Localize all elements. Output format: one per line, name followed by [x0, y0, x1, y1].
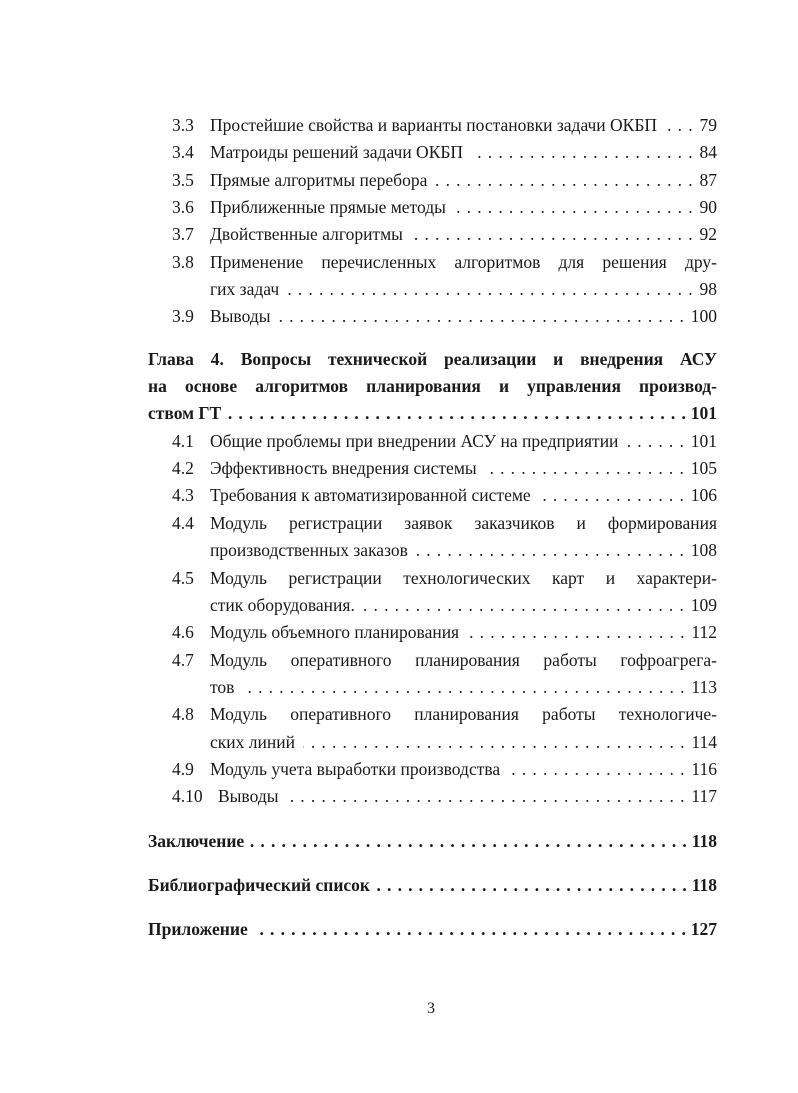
section-title-text: Требования к автоматизированной системе	[210, 485, 531, 506]
dot-leader	[286, 783, 685, 810]
section-number: 4.5	[172, 567, 194, 588]
section-title-line	[210, 729, 717, 756]
section-title-text: Модуль учета выработки производства	[210, 758, 501, 779]
section-title-text: Модуль регистрации технологических карт и характери-	[210, 567, 717, 588]
dot-leader	[467, 619, 685, 646]
section-title-text: Матроиды решений задачи ОКБП	[210, 142, 464, 163]
section-number: 3.9	[172, 306, 194, 327]
dot-leader	[363, 592, 685, 619]
section-title-line	[210, 249, 717, 276]
spacer	[0, 855, 798, 872]
section-title-line	[210, 701, 717, 728]
dot-leader	[254, 916, 687, 943]
section-title-line	[210, 455, 717, 482]
section-number: 3.8	[172, 251, 194, 272]
section-title-line	[210, 167, 717, 194]
table-of-contents	[0, 112, 798, 944]
dot-leader	[508, 756, 685, 783]
page-ref: 108	[690, 540, 717, 561]
section-number: 3.6	[172, 197, 194, 218]
toc-entry[interactable]	[0, 537, 798, 564]
toc-entry-line[interactable]	[0, 701, 798, 728]
section-title-text: тов	[210, 676, 235, 697]
toc-entry[interactable]	[0, 482, 798, 509]
toc-entry[interactable]	[0, 221, 798, 248]
page-ref: 98	[699, 279, 717, 300]
section-title-line	[210, 276, 717, 303]
section-title-line	[210, 428, 717, 455]
chapter-title-line	[148, 872, 717, 899]
chapter-heading-entry[interactable]	[0, 400, 798, 427]
toc-entry[interactable]	[0, 428, 798, 455]
toc-entry[interactable]	[0, 139, 798, 166]
chapter-heading-line[interactable]	[0, 346, 798, 373]
page-ref: 79	[699, 115, 717, 135]
dot-leader	[303, 729, 685, 756]
section-title-text: Приближенные прямые методы	[210, 197, 446, 218]
dot-leader	[242, 674, 685, 701]
section-title-line	[210, 619, 717, 646]
page-ref: 100	[690, 306, 717, 327]
dot-leader	[626, 428, 684, 455]
section-number: 4.7	[172, 649, 194, 670]
toc-entry[interactable]	[0, 167, 798, 194]
section-title-line	[210, 647, 717, 674]
chapter-title-text: Глава 4. Вопросы технической реализации и внедрения АСУ	[148, 348, 717, 369]
toc-entry-line[interactable]	[0, 249, 798, 276]
toc-chapter-entry[interactable]	[0, 828, 798, 855]
section-number: 3.7	[172, 224, 194, 245]
section-title-line	[210, 303, 717, 330]
chapter-title-text: ством ГТ	[148, 403, 222, 424]
page-ref: 84	[699, 142, 717, 163]
toc-entry[interactable]	[0, 756, 798, 783]
section-number: 4.3	[172, 485, 194, 506]
section-number: 3.4	[172, 142, 194, 163]
page-ref: 118	[691, 830, 717, 851]
chapter-title-line	[148, 373, 717, 400]
toc-entry[interactable]	[0, 592, 798, 619]
page-ref: 92	[699, 224, 717, 245]
spacer	[0, 331, 798, 346]
section-title-text: Эффективность внедрения системы	[210, 458, 477, 479]
section-title-text: Модуль оперативного планирования работы гофроагрега-	[210, 649, 717, 670]
section-title-text: гих задач	[210, 279, 280, 300]
chapter-heading-line[interactable]	[0, 373, 798, 400]
chapter-title-line	[148, 916, 717, 943]
section-number: 4.6	[172, 622, 194, 643]
spacer	[0, 899, 798, 916]
page-number: 3	[427, 1000, 435, 1017]
section-title-text: Выводы	[218, 786, 279, 807]
chapter-title-line	[148, 828, 717, 855]
toc-entry[interactable]	[0, 112, 798, 139]
dot-leader	[665, 112, 693, 139]
page-ref: 101	[690, 430, 717, 451]
section-number: 4.1	[172, 430, 194, 451]
dot-leader	[227, 400, 687, 427]
section-title-text: Применение перечисленных алгоритмов для решения дру-	[210, 251, 717, 272]
page-ref: 116	[691, 758, 717, 779]
page-ref: 90	[699, 197, 717, 218]
section-number: 4.2	[172, 458, 194, 479]
section-title-line	[218, 783, 717, 810]
section-number: 4.8	[172, 704, 194, 725]
section-title-line	[210, 194, 717, 221]
section-title-text: Модуль оперативного планирования работы технологиче-	[210, 704, 717, 725]
chapter-title-line	[148, 400, 717, 427]
page-ref: 118	[691, 874, 717, 895]
section-number: 3.3	[172, 115, 194, 135]
section-title-line	[210, 565, 717, 592]
section-title-text: Модуль регистрации заявок заказчиков и формирования	[210, 512, 717, 533]
section-title-text: ских линий	[210, 731, 295, 752]
toc-chapter-entry[interactable]	[0, 916, 798, 943]
toc-entry[interactable]	[0, 729, 798, 756]
section-title-line	[210, 112, 717, 139]
toc-entry[interactable]	[0, 303, 798, 330]
chapter-title-text: Библиографический список	[148, 874, 371, 895]
section-title-line	[210, 221, 717, 248]
section-title-line	[210, 756, 717, 783]
dot-leader	[485, 455, 685, 482]
spacer	[0, 811, 798, 828]
dot-leader	[250, 828, 688, 855]
chapter-title-line	[148, 346, 717, 373]
page-ref: 114	[691, 731, 717, 752]
dot-leader	[471, 139, 693, 166]
chapter-title-text: Заключение	[148, 830, 245, 851]
section-title-text: производственных заказов	[210, 540, 408, 561]
section-number: 4.4	[172, 512, 194, 533]
toc-entry[interactable]	[0, 783, 798, 810]
section-title-line	[210, 537, 717, 564]
section-number: 4.9	[172, 758, 194, 779]
toc-entry-line[interactable]	[0, 510, 798, 537]
section-title-text: Общие проблемы при внедрении АСУ на предприятии	[210, 430, 619, 451]
section-title-text: Двойственные алгоритмы	[210, 224, 403, 245]
page-ref: 101	[690, 403, 717, 424]
dot-leader	[278, 303, 684, 330]
section-title-line	[210, 674, 717, 701]
dot-leader	[287, 276, 693, 303]
page-ref: 106	[690, 485, 717, 506]
chapter-title-text: на основе алгоритмов планирования и управления производ-	[148, 376, 717, 397]
page-ref: 105	[690, 458, 717, 479]
section-title-line	[210, 592, 717, 619]
section-title-text: Модуль объемного планирования	[210, 622, 460, 643]
toc-entry[interactable]	[0, 674, 798, 701]
chapter-title-text: Приложение	[148, 919, 248, 940]
page-ref: 117	[691, 786, 717, 807]
toc-entry-line[interactable]	[0, 565, 798, 592]
section-title-text: Простейшие свойства и варианты постановки задачи ОКБП	[210, 115, 658, 135]
dot-leader	[376, 872, 688, 899]
section-number: 3.5	[172, 169, 194, 190]
toc-entry[interactable]	[0, 276, 798, 303]
dot-leader	[539, 482, 685, 509]
dot-leader	[416, 537, 685, 564]
section-title-text: Прямые алгоритмы перебора	[210, 169, 428, 190]
page-ref: 127	[690, 919, 717, 940]
toc-entry[interactable]	[0, 455, 798, 482]
dot-leader	[435, 167, 693, 194]
dot-leader	[411, 221, 694, 248]
toc-entry[interactable]	[0, 619, 798, 646]
page-ref: 87	[699, 169, 717, 190]
section-title-text: стик оборудования.	[210, 594, 355, 615]
page-ref: 109	[690, 594, 717, 615]
page-ref: 112	[691, 622, 717, 643]
toc-chapter-entry[interactable]	[0, 872, 798, 899]
toc-entry[interactable]	[0, 194, 798, 221]
section-number: 4.10	[172, 786, 203, 807]
toc-entry-line[interactable]	[0, 647, 798, 674]
section-title-line	[210, 510, 717, 537]
section-title-line	[210, 482, 717, 509]
page-ref: 113	[691, 676, 717, 697]
section-title-line	[210, 139, 717, 166]
section-title-text: Выводы	[210, 306, 271, 327]
dot-leader	[454, 194, 694, 221]
